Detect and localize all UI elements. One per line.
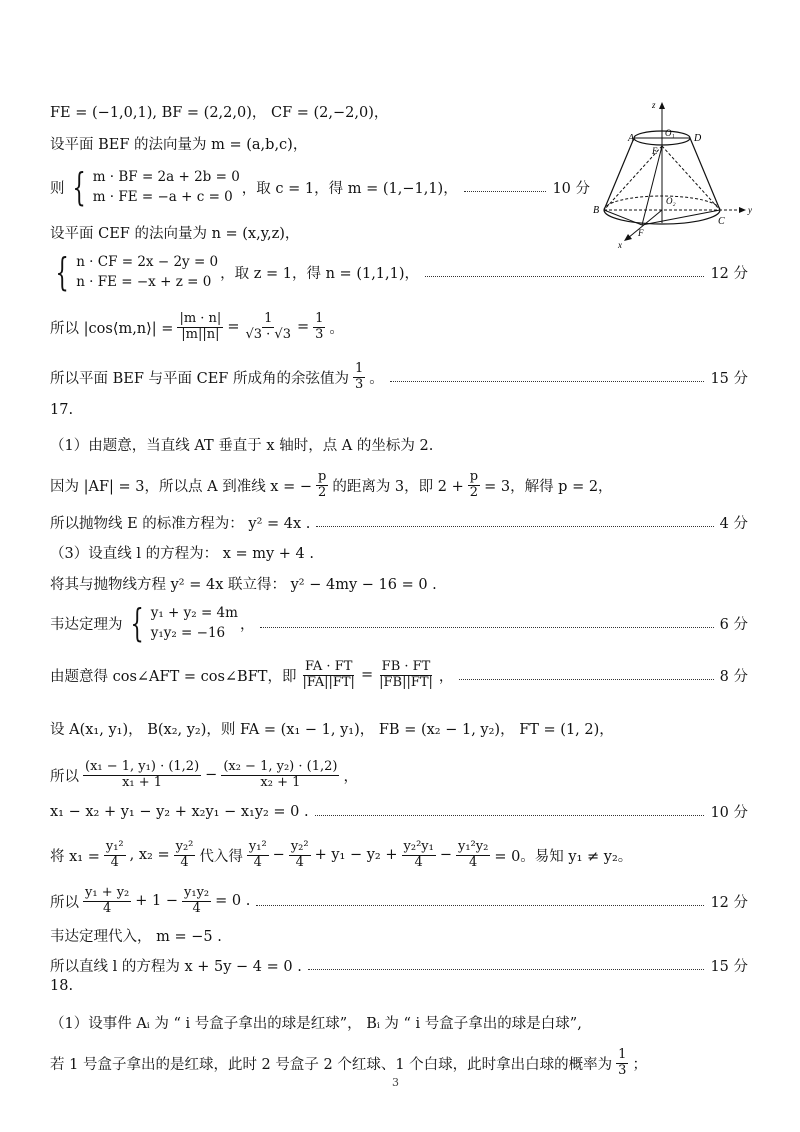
fraction: $\frac{\text{y₁²}}{4}$ <box>105 839 124 870</box>
label-y: y <box>748 205 752 215</box>
line-text: 设平面 BEF 的法向量为 m = (a,b,c)， <box>50 137 308 153</box>
system-row: y₁y₂ = −16 <box>150 625 226 641</box>
line-17-so-2: 所以 $\frac{\text{y₁ + y₂}}{4}$ + 1 − $\frac{\text{y₁y₂}}{4}$ = 0 . 12 分 <box>50 885 748 916</box>
fraction: $\frac{p}{2}$ <box>469 469 479 500</box>
dotted-leader <box>308 969 705 970</box>
line-17-angle: 由题意得 cos∠AFT = cos∠BFT，即 $\frac{FA \cdot FT}{|FA||FT|}$ = $\frac{FB \cdot FT}{|FB||FT|}$ ， 8 分 <box>50 659 748 690</box>
label-a: A <box>628 133 635 144</box>
fraction: $\frac{\text{y₂²y₁}}{4}$ <box>403 839 434 870</box>
line-18-2: 若 1 号盒子拿出的是红球，此时 2 号盒子 2 个红球、1 个白球，此时拿出白球的概率为 $\frac{1}{3}$ ； <box>50 1047 647 1078</box>
dotted-leader <box>459 679 713 680</box>
fraction: $\frac{FA \cdot FT}{|FA||FT|}$ <box>302 659 355 690</box>
label-o2: O₂ <box>666 196 676 206</box>
side-left <box>604 138 634 210</box>
line-18-1 <box>50 1012 748 1033</box>
label-b: B <box>593 205 600 216</box>
equation-system: { n · CF = 2x − 2y = 0 n · FE = −x + z = 0 <box>55 250 219 294</box>
fraction: $\frac{|m \cdot n|}{|m||n|}$ <box>179 311 222 342</box>
dotted-leader <box>315 815 705 816</box>
line-text: （3）设直线 l 的方程为： x = my + 4 . <box>50 546 314 562</box>
dotted-leader <box>256 905 704 906</box>
line-17-substitute: 将 x₁ = $\frac{\text{y₁²}}{4}$ , x₂ = $\frac{\text{y₂²}}{4}$ 代入得 $\frac{\text{y₁²}}{4}$ − $\frac{\text{y₂²}}{4}$ + y₁ − y₂ + $\frac{\text{y₂²y₁}}{4}$ − $\frac{\text{y₁²y₂}}{4}$ = 0。易知 y₁ ≠ y₂。 <box>50 839 633 870</box>
fraction: $\frac{1}{3}$ <box>354 361 364 392</box>
label-d: D <box>694 133 702 144</box>
fraction: $\frac{\text{(x₁ − 1, y₁) · (1,2)}}{\text{x₁ + 1}}$ <box>85 759 200 790</box>
label-o1: O₁ <box>665 128 675 138</box>
line-17-af: 因为 |AF| = 3，所以点 A 到准线 x = − $\frac{p}{2}$ 的距离为 3，即 2 + $\frac{p}{2}$ = 3，解得 p = 2， <box>50 469 613 500</box>
score-label: 8 分 <box>719 668 748 685</box>
score-label: 15 分 <box>710 959 748 975</box>
line-text: 设 A(x₁, y₁)， B(x₂, y₂)，则 FA = (x₁ − 1, y₁)， FB = (x₂ − 1, y₂)， FT = (1, 2)， <box>50 722 614 738</box>
frustum-diagram <box>590 98 760 250</box>
label-e: E <box>652 146 658 156</box>
line-text: 所以平面 BEF 与平面 CEF 所成角的余弦值为 <box>50 370 349 387</box>
page-number: 3 <box>392 1076 399 1089</box>
equation-system: { y₁ + y₂ = 4m y₁y₂ = −16 <box>129 601 238 645</box>
fraction: $\frac{\text{y₁y₂}}{4}$ <box>184 885 210 916</box>
fraction: $\frac{FB \cdot FT}{|FB||FT|}$ <box>379 659 433 690</box>
equation-system: { m · BF = 2a + 2b = 0 m · FE = −a + c = 0 <box>71 165 240 209</box>
text-ze: 则 <box>50 180 65 197</box>
line-17-line-l <box>50 542 748 563</box>
line-17-m <box>50 925 748 946</box>
line-17-vieta: 韦达定理为 { y₁ + y₂ = 4m y₁y₂ = −16 ， 6 分 <box>50 601 748 645</box>
y-axis-arrow <box>739 207 746 213</box>
score-label: 10 分 <box>710 805 748 821</box>
line-text: 所以 <box>50 768 79 785</box>
line-system-n <box>50 250 748 294</box>
fraction: $\frac{\text{y₂²}}{4}$ <box>175 839 194 870</box>
fraction: $\frac{\text{(x₂ − 1, y₂) · (1,2)}}{\text{x₂ + 1}}$ <box>223 759 338 790</box>
score-label: 10 分 <box>552 180 590 197</box>
fraction: $\frac{1}{3}$ <box>618 1047 627 1078</box>
line-17-so: 所以 $\frac{\text{(x₁ − 1, y₁) · (1,2)}}{\text{x₁ + 1}}$ − $\frac{\text{(x₂ − 1, y₂) · (1,2)}}{\text{x₂ + 1}}$ ， <box>50 759 358 790</box>
line-text: 所以 <box>50 894 79 911</box>
system-row: n · FE = −x + z = 0 <box>76 274 212 290</box>
fraction: $\frac{\text{y₁ + y₂}}{4}$ <box>85 885 130 916</box>
line-text: 设平面 CEF 的法向量为 n = (x,y,z)， <box>50 226 300 242</box>
score-label: 15 分 <box>710 370 748 387</box>
line-17-parabola <box>50 512 748 533</box>
line-17-coords <box>50 718 748 739</box>
line-text: 由题意得 cos∠AFT = cos∠BFT，即 <box>50 668 297 685</box>
line-text: 所以抛物线 E 的标准方程为： y² = 4x . <box>50 516 311 532</box>
line-17-final <box>50 955 748 976</box>
frustum-figure <box>590 98 760 250</box>
system-row: m · BF = 2a + 2b = 0 <box>92 169 240 185</box>
system-row: y₁ + y₂ = 4m <box>150 605 238 621</box>
line-text: （1）设事件 Aᵢ 为 “ i 号盒子拿出的球是红球”， Bᵢ 为 “ i 号盒子拿出的球是白球”, <box>50 1016 582 1032</box>
label-x: x <box>618 240 622 250</box>
fraction: $\frac{1}{3}$ <box>315 311 324 342</box>
line-text: ，取 c = 1，得 m = (1,−1,1)， <box>241 180 458 197</box>
dotted-leader <box>390 381 705 382</box>
line-text: 所以直线 l 的方程为 x + 5y − 4 = 0 . <box>50 959 302 975</box>
label-z: z <box>652 100 656 110</box>
line-text: 因为 |AF| = 3，所以点 A 到准线 x = − <box>50 478 312 495</box>
line-text: 将 x₁ = <box>50 848 100 865</box>
score-label: 6 分 <box>719 616 748 633</box>
line-system-m <box>50 165 590 209</box>
fraction: $\frac{1}{√3 \cdot √3}$ <box>245 311 291 342</box>
line-text: x₁ − x₂ + y₁ − y₂ + x₂y₁ − x₁y₂ = 0 . <box>50 803 309 820</box>
score-label: 4 分 <box>719 516 748 532</box>
fraction: $\frac{\text{y₁²y₂}}{4}$ <box>458 839 489 870</box>
score-label: 12 分 <box>710 265 748 282</box>
system-row: m · FE = −a + c = 0 <box>92 189 233 205</box>
fraction: $\frac{\text{y₁²}}{4}$ <box>248 839 267 870</box>
side-right <box>690 138 720 210</box>
dotted-leader <box>260 627 713 628</box>
dotted-leader <box>425 276 704 277</box>
question-number-18: 18. <box>50 978 74 994</box>
line-text: 所以 |cos⟨m,n⟩| = <box>50 320 174 337</box>
fraction: $\frac{p}{2}$ <box>318 469 327 500</box>
question-number-17: 17. <box>50 402 74 418</box>
line-text: 韦达定理为 <box>50 616 123 633</box>
dotted-leader <box>464 191 547 192</box>
fraction: $\frac{\text{y₂²}}{4}$ <box>290 839 309 870</box>
label-c: C <box>718 216 725 227</box>
line-17-1 <box>50 434 748 455</box>
line-cosine: 所以 |cos⟨m,n⟩| = $\frac{|m \cdot n|}{|m||n|}$ = $\frac{1}{√3 \cdot √3}$ = $\frac{1}{3}$ 。 <box>50 311 344 342</box>
dotted-leader <box>316 526 713 527</box>
segment-bf <box>604 210 642 225</box>
line-17-joint <box>50 573 748 594</box>
line-17-expand <box>50 801 748 822</box>
line-text: 若 1 号盒子拿出的是红球，此时 2 号盒子 2 个红球、1 个白球，此时拿出白球的概率为 <box>50 1056 613 1073</box>
label-f: F <box>638 228 644 238</box>
z-axis-arrow <box>659 102 665 109</box>
score-label: 12 分 <box>710 894 748 911</box>
line-text: （1）由题意，当直线 AT 垂直于 x 轴时，点 A 的坐标为 2. <box>50 438 434 454</box>
system-row: n · CF = 2x − 2y = 0 <box>76 254 219 270</box>
segment-ef <box>642 146 662 225</box>
line-text: FE = (−1,0,1), BF = (2,2,0)， CF = (2,−2,0)， <box>50 105 389 121</box>
line-text: 韦达定理代入， m = −5 . <box>50 929 222 945</box>
line-cosine-result: 所以平面 BEF 与平面 CEF 所成角的余弦值为 $\frac{1}{3}$ 。 15 分 <box>50 361 748 392</box>
line-text: ，取 z = 1，得 n = (1,1,1)， <box>220 265 420 282</box>
line-text: 将其与抛物线方程 y² = 4x 联立得： y² − 4my − 16 = 0 . <box>50 577 437 593</box>
